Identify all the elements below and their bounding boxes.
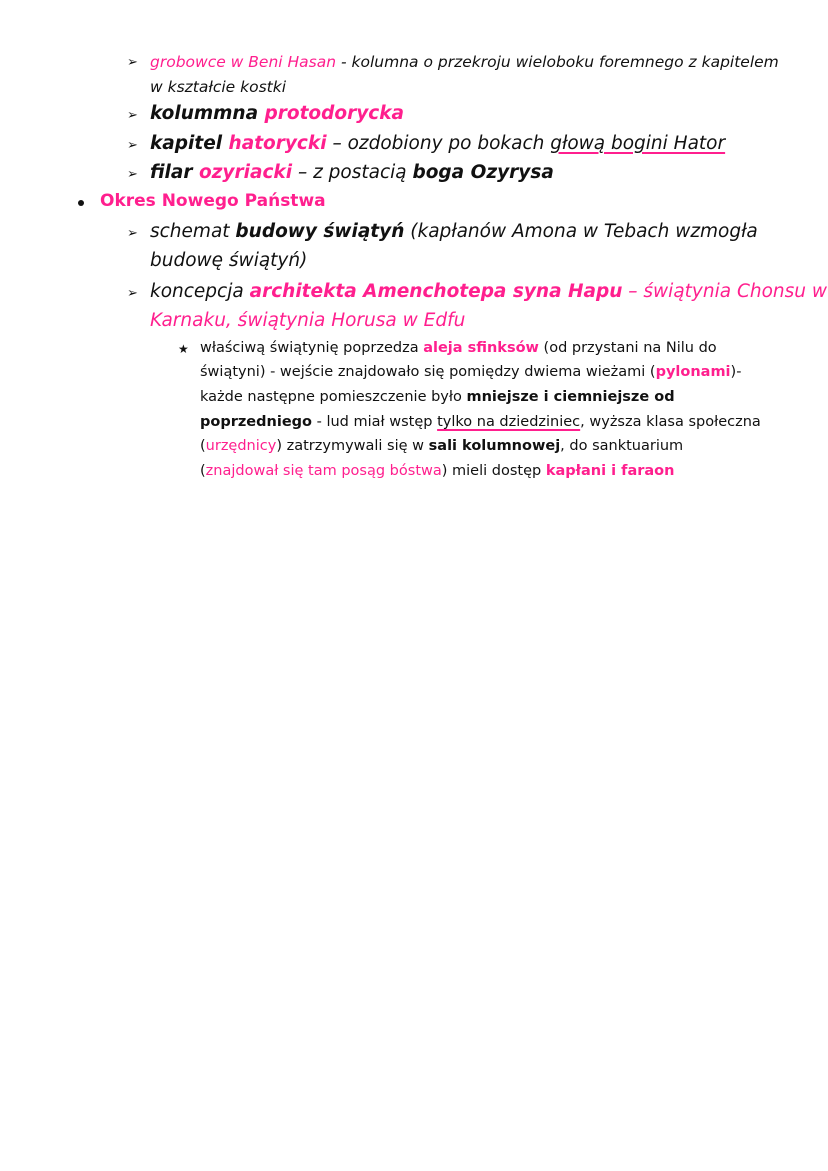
sub-line-1: właściwą świątynię poprzedza aleja sfinksów (od przystani na Nilu do (200, 340, 717, 356)
term-label: kapitel (150, 133, 229, 154)
arrow-bullet-icon: ➢ (127, 167, 138, 182)
section-heading: Okres Nowego Państwa (100, 191, 326, 211)
list-item-continuation (150, 78, 286, 96)
arrow-bullet-icon: ➢ (127, 138, 138, 153)
star-bullet-icon: ★ (178, 342, 189, 356)
item-text: – ozdobiony po bokach (326, 133, 551, 154)
item-text: koncepcja (150, 281, 250, 302)
sub-line-4: poprzedniego - lud miał wstęp tylko na dziedziniec, wyższa klasa społeczna (200, 414, 761, 430)
list-item-beni-hasan (150, 53, 779, 71)
item-text: budowę świątyń) (150, 250, 308, 271)
term-ozyrys: boga Ozyrysa (412, 162, 554, 183)
term-budowy: budowy świątyń (235, 221, 405, 242)
list-item-architect (150, 281, 827, 302)
arrow-bullet-icon: ➢ (127, 286, 138, 301)
arrow-bullet-icon: ➢ (127, 226, 138, 241)
list-item-continuation (150, 310, 465, 331)
item-text: (kapłanów Amona w Tebach wzmogła (404, 221, 758, 242)
underlined-text: głową bogini Hator (550, 133, 726, 154)
term-priests: kapłani i faraon (545, 463, 675, 479)
item-text-pink: Karnaku, świątynia Horusa w Edfu (150, 310, 466, 331)
list-item-continuation (150, 250, 307, 271)
list-item-protodoric (150, 103, 404, 124)
item-text: schemat (150, 221, 236, 242)
term-hall: sali kolumnowej (428, 438, 561, 454)
term-label: kolummna (150, 103, 265, 124)
list-item-hathoric (150, 133, 725, 154)
sub-line-6: (znajdował się tam posąg bóstwa) mieli dostęp kapłani i faraon (200, 463, 675, 479)
item-text: – z postacią (292, 162, 413, 183)
arrow-bullet-icon: ➢ (127, 108, 138, 123)
underlined-text: tylko na dziedziniec (437, 414, 581, 430)
item-text: - kolumna o przekroju wieloboku foremnego z kapitelem (336, 53, 779, 71)
sub-line-5: (urzędnicy) zatrzymywali się w sali kolumnowej, do sanktuarium (200, 438, 684, 454)
list-item-temple-scheme (150, 221, 758, 242)
term-architect: architekta Amenchotepa syna Hapu (249, 281, 623, 302)
item-text-pink: – świątynia Chonsu w (622, 281, 828, 302)
sub-line-2: świątyni) - wejście znajdowało się pomiędzy dwiema wieżami (pylonami)- (200, 364, 742, 380)
arrow-bullet-icon: ➢ (127, 55, 138, 70)
term-label: filar (150, 162, 199, 183)
term-beni-hasan: grobowce w Beni Hasan (150, 53, 337, 71)
term-ozyriacki: ozyriacki (198, 162, 293, 183)
term-aleja: aleja sfinksów (423, 340, 539, 356)
list-item-osiride (150, 162, 554, 183)
term-protodorycka: protodorycka (264, 103, 405, 124)
item-text: w kształcie kostki (150, 78, 287, 96)
term-officials: urzędnicy (205, 438, 277, 454)
bullet-dot-icon (78, 200, 84, 206)
term-hatorycki: hatorycki (228, 133, 327, 154)
sub-line-3: każde następne pomieszczenie było mniejsze i ciemniejsze od (200, 389, 675, 405)
term-statue: znajdował się tam posąg bóstwa (205, 463, 442, 479)
term-smaller: mniejsze i ciemniejsze od (466, 389, 675, 405)
term-pylony: pylonami (655, 364, 731, 380)
